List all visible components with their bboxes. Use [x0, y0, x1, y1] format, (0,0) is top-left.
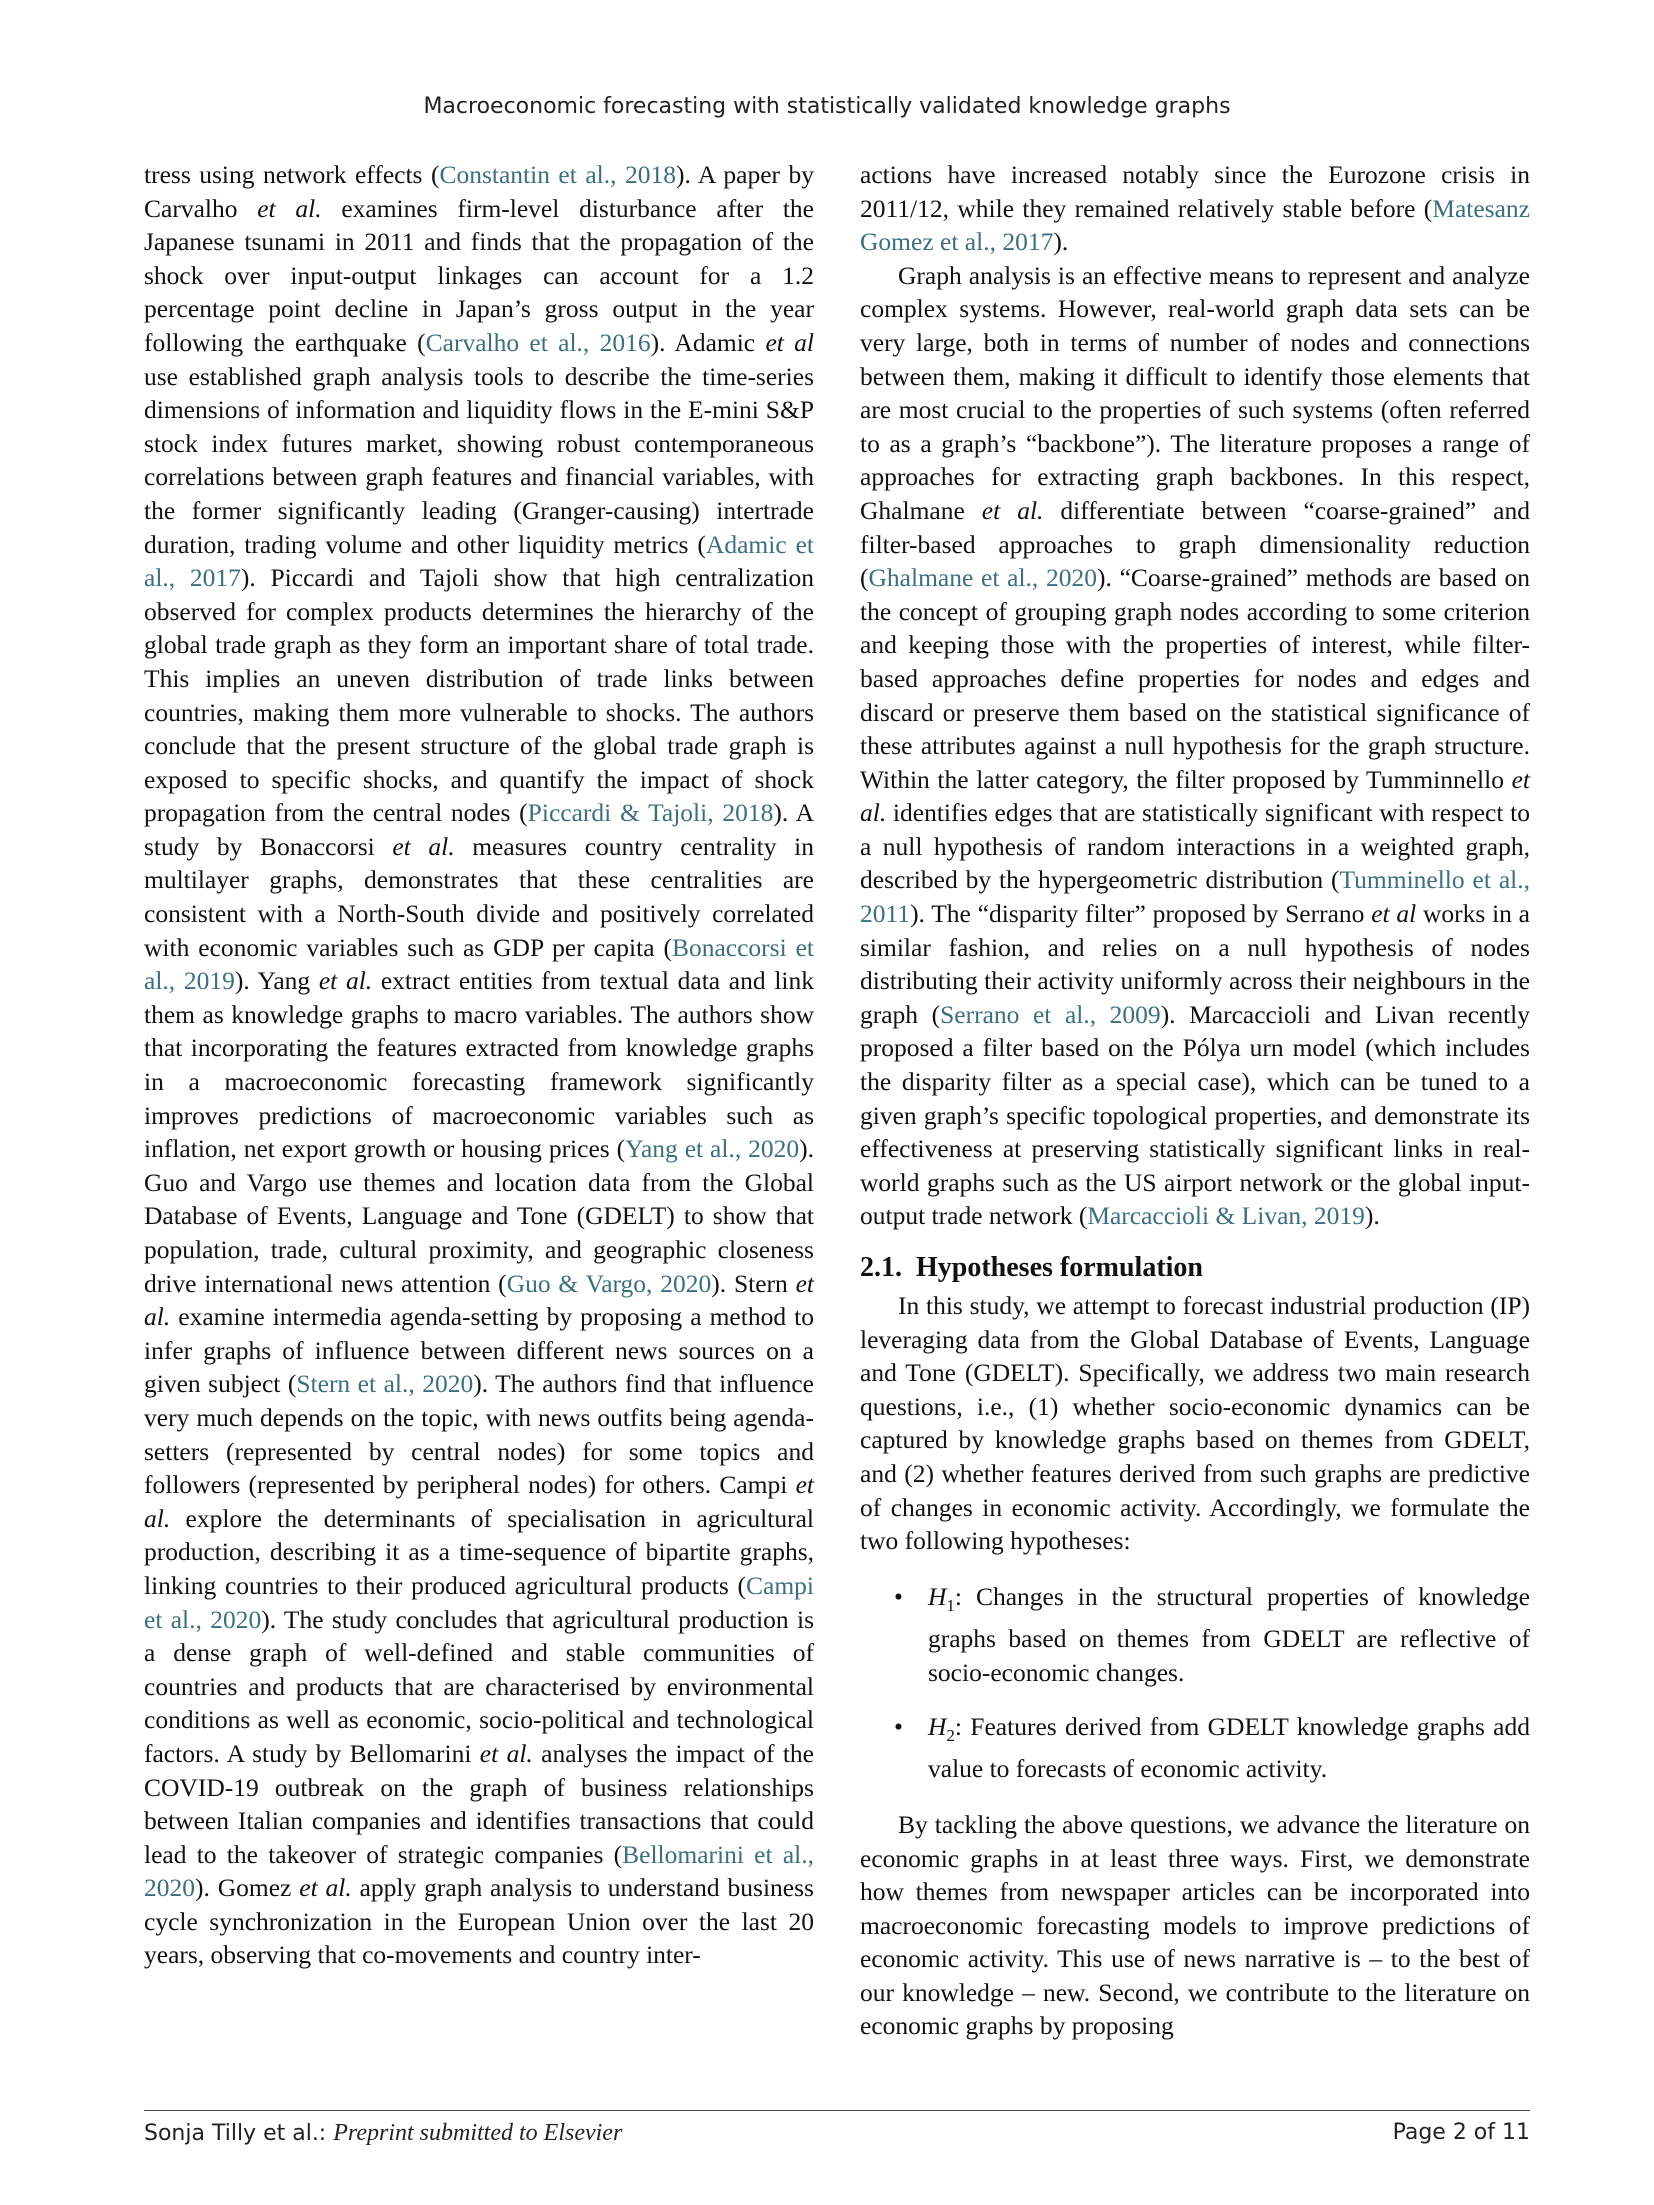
section-title: Hypotheses formulation [916, 1252, 1203, 1283]
text-run: ). Yang [234, 966, 319, 996]
italic-text: et al. [318, 966, 373, 996]
paragraph: By tackling the above questions, we advance the literature on economic graphs in at least three ways. First, we demonstrate how themes from newspaper articles can be incorporated into macroeconomic forecasting models to improve predictions of economic activity. This use of news narrative is – to the best of our knowledge – new. Second, we contribute to the literature on economic graphs by proposing [860, 1809, 1530, 2041]
text-run: apply graph analysis to understand business cycle synchronization in the European Union over the last 20 years, observing that co-movements and country inter- [144, 1873, 814, 1970]
text-run: ). Marcaccioli and Livan recently proposed a filter based on the Pólya urn model (which includes the disparity filter as a special case), which can be tuned to a given graph’s specific topological properties, and demonstrate its effectiveness at preserving statistically significant links in real-world graphs such as the US airport network or the global input-output trade network ( [860, 999, 1530, 1231]
citation-link[interactable]: Bellomarini et al., 2020 [144, 1839, 814, 1903]
left-column [144, 158, 814, 1972]
paragraph [144, 158, 814, 1972]
citation-link[interactable]: Yang et al., 2020 [625, 1134, 800, 1164]
text-run: ). The authors find that influence very much depends on the topic, with news outfits being agenda-setters (represented by central nodes) for some topics and followers (represented by peripheral nodes) for others. Campi [144, 1369, 814, 1500]
hypothesis-index: 2 [946, 1725, 955, 1745]
hypothesis-item [860, 1710, 1530, 1786]
text-run: ). Guo and Vargo use themes and location data from the Global Database of Events, Language and Tone (GDELT) to show that population, trade, cultural proximity, and geographic closeness drive international news attention ( [144, 1134, 814, 1298]
hypothesis-letter: H [928, 1581, 947, 1611]
paragraph [860, 259, 1530, 1233]
bullet-icon: • [894, 1581, 903, 1611]
text-run: ). The study concludes that agricultural production is a dense graph of well-defined and stable communities of countries and products that are characterised by environmental conditions as well as economic, socio-political and technological factors. A study by Bellomarini [144, 1604, 814, 1768]
text-run: tress using network effects ( [144, 160, 440, 189]
citation-link[interactable]: Stern et al., 2020 [296, 1369, 474, 1399]
hypothesis-index: 1 [946, 1595, 955, 1615]
footer-left [144, 2120, 622, 2147]
citation-link[interactable]: Piccardi & Tajoli, 2018 [527, 798, 774, 828]
text-run: ). A study by Bonaccorsi [144, 798, 815, 861]
running-title: Macroeconomic forecasting with statistically validated knowledge graphs [423, 94, 1231, 119]
italic-text: et al. [144, 1470, 814, 1533]
footer-journal: Preprint submitted to Elsevier [333, 2120, 623, 2146]
text-run: ). “Coarse-grained” methods are based on the concept of grouping graph nodes according to some criterion and keeping those with the properties of interest, while filter-based approaches define properties for nodes and edges and discard or preserve them based on the statistical significance of these attributes against a null hypothesis for the graph structure. Within the latter category, the filter proposed by Tumminnello [860, 563, 1530, 794]
citation-link[interactable]: Matesanz Gomez et al., 2017 [860, 193, 1530, 257]
hypothesis-item [860, 1580, 1530, 1690]
hypothesis-text: : Changes in the structural properties of knowledge graphs based on themes from GDELT are reflective of socio-economic changes. [928, 1581, 1530, 1688]
text-run: extract entities from textual data and link them as knowledge graphs to macro variables. The authors show that incorporating the features extracted from knowledge graphs in a macroeconomic forecasting framework significantly improves predictions of macroeconomic variables such as inflation, net export growth or housing prices ( [144, 966, 814, 1164]
text-run: works in a similar fashion, and relies on a null hypothesis of nodes distributing their activity uniformly across their neighbours in the graph ( [860, 899, 1531, 1029]
paragraph [860, 158, 1530, 259]
citation-link[interactable]: Campi et al., 2020 [144, 1570, 814, 1634]
italic-text: et al. [392, 831, 455, 861]
text-run: analyses the impact of the COVID-19 outbreak on the graph of business relationships between Italian companies and identifies transactions that could lead to the takeover of strategic companies ( [144, 1738, 814, 1869]
italic-text: et al. [299, 1873, 352, 1903]
page-number: Page 2 of 11 [1392, 2120, 1530, 2145]
text-run: ). Stern [711, 1268, 796, 1298]
text-run: identifies edges that are statistically significant with respect to a null hypothesis of random interactions in a weighted graph, described by the hypergeometric distribution ( [860, 798, 1530, 895]
footer-authors: Sonja Tilly et al.: [144, 2121, 327, 2146]
citation-link[interactable]: Guo & Vargo, 2020 [506, 1268, 712, 1298]
hypothesis-text: : Features derived from GDELT knowledge graphs add value to forecasts of economic activity. [928, 1711, 1530, 1784]
right-column [860, 158, 1530, 2043]
citation-link[interactable]: Constantin et al., 2018 [439, 160, 676, 189]
hypotheses-list [860, 1580, 1530, 1786]
text-run: actions have increased notably since the Eurozone crisis in 2011/12, while they remained relatively stable before ( [860, 160, 1530, 223]
citation-link[interactable]: Adamic et al., 2017 [144, 529, 814, 593]
italic-text: et al. [981, 495, 1044, 525]
text-run: use established graph analysis tools to describe the time-series dimensions of information and liquidity flows in the E-mini S&P stock index futures market, showing robust contemporaneous correlations between graph features and financial variables, with the former significantly leading (Granger-causing) intertrade duration, trading volume and other liquidity metrics ( [144, 361, 814, 559]
citation-link[interactable]: Tumminello et al., 2011 [860, 865, 1530, 929]
citation-link[interactable]: Bonaccorsi et al., 2019 [144, 932, 814, 996]
text-run: ). Adamic [650, 327, 766, 357]
italic-text: et al [765, 327, 815, 357]
text-run: ). The “disparity filter” proposed by Serrano [910, 899, 1372, 929]
italic-text: et al. [257, 193, 322, 223]
section-heading [860, 1251, 1530, 1285]
italic-text: et al. [860, 764, 1530, 828]
text-run: ). A paper by Carvalho [144, 160, 814, 223]
italic-text: et al [1371, 899, 1417, 929]
citation-link[interactable]: Ghalmane et al., 2020 [868, 563, 1098, 593]
text-run: ). Piccardi and Tajoli show that high centralization observed for complex products determines the hierarchy of the global trade graph as they form an important share of total trade. This implies an uneven distribution of trade links between countries, making them more vulnerable to shocks. The authors conclude that the present structure of the global trade graph is exposed to specific shocks, and quantify the impact of shock propagation from the central nodes ( [144, 563, 815, 828]
footer-divider [144, 2110, 1530, 2111]
hypothesis-symbol [928, 1581, 955, 1615]
hypothesis-letter: H [928, 1711, 947, 1741]
text-run: measures country centrality in multilayer graphs, demonstrates that these centralities are consistent with a North-South divide and positively correlated with economic variables such as GDP per capita ( [144, 831, 814, 962]
hypothesis-symbol [928, 1711, 955, 1745]
text-run: examine intermedia agenda-setting by proposing a method to infer graphs of influence between different news sources on a given subject ( [144, 1302, 814, 1399]
text-run: examines firm-level disturbance after the Japanese tsunami in 2011 and finds that the propagation of the shock over input-output linkages can account for a 1.2 percentage point decline in Japan’s gross output in the year following the earthquake ( [144, 193, 814, 357]
citation-link[interactable]: Carvalho et al., 2016 [425, 327, 651, 357]
text-run: explore the determinants of specialisation in agricultural production, describing it as a time-sequence of bipartite graphs, linking countries to their produced agricultural products ( [144, 1503, 814, 1600]
paragraph: In this study, we attempt to forecast industrial production (IP) leveraging data from the Global Database of Events, Language and Tone (GDELT). Specifically, we address two main research questions, i.e., (1) whether socio-economic dynamics can be captured by knowledge graphs based on themes from GDELT, and (2) whether features derived from such graphs are predictive of changes in economic activity. Accordingly, we formulate the two following hypotheses: [860, 1291, 1530, 1556]
text-run: ). [1053, 227, 1069, 257]
section-number: 2.1. [860, 1252, 902, 1283]
text-run: differentiate between “coarse-grained” and filter-based approaches to graph dimensionality reduction ( [860, 495, 1530, 593]
text-run: ). Gomez [195, 1873, 300, 1903]
citation-link[interactable]: Marcaccioli & Livan, 2019 [1087, 1201, 1365, 1231]
italic-text: et al. [479, 1738, 533, 1768]
text-run: Graph analysis is an effective means to represent and analyze complex systems. However, real-world graph data sets can be very large, both in terms of number of nodes and connections between them, making it difficult to identify those elements that are most crucial to the properties of such systems (often referred to as a graph’s “backbone”). The literature proposes a range of approaches for extracting graph backbones. In this respect, Ghalmane [860, 260, 1530, 525]
text-run: ). [1364, 1201, 1380, 1231]
citation-link[interactable]: Serrano et al., 2009 [940, 999, 1161, 1029]
bullet-icon: • [894, 1711, 903, 1741]
italic-text: et al. [144, 1268, 815, 1332]
